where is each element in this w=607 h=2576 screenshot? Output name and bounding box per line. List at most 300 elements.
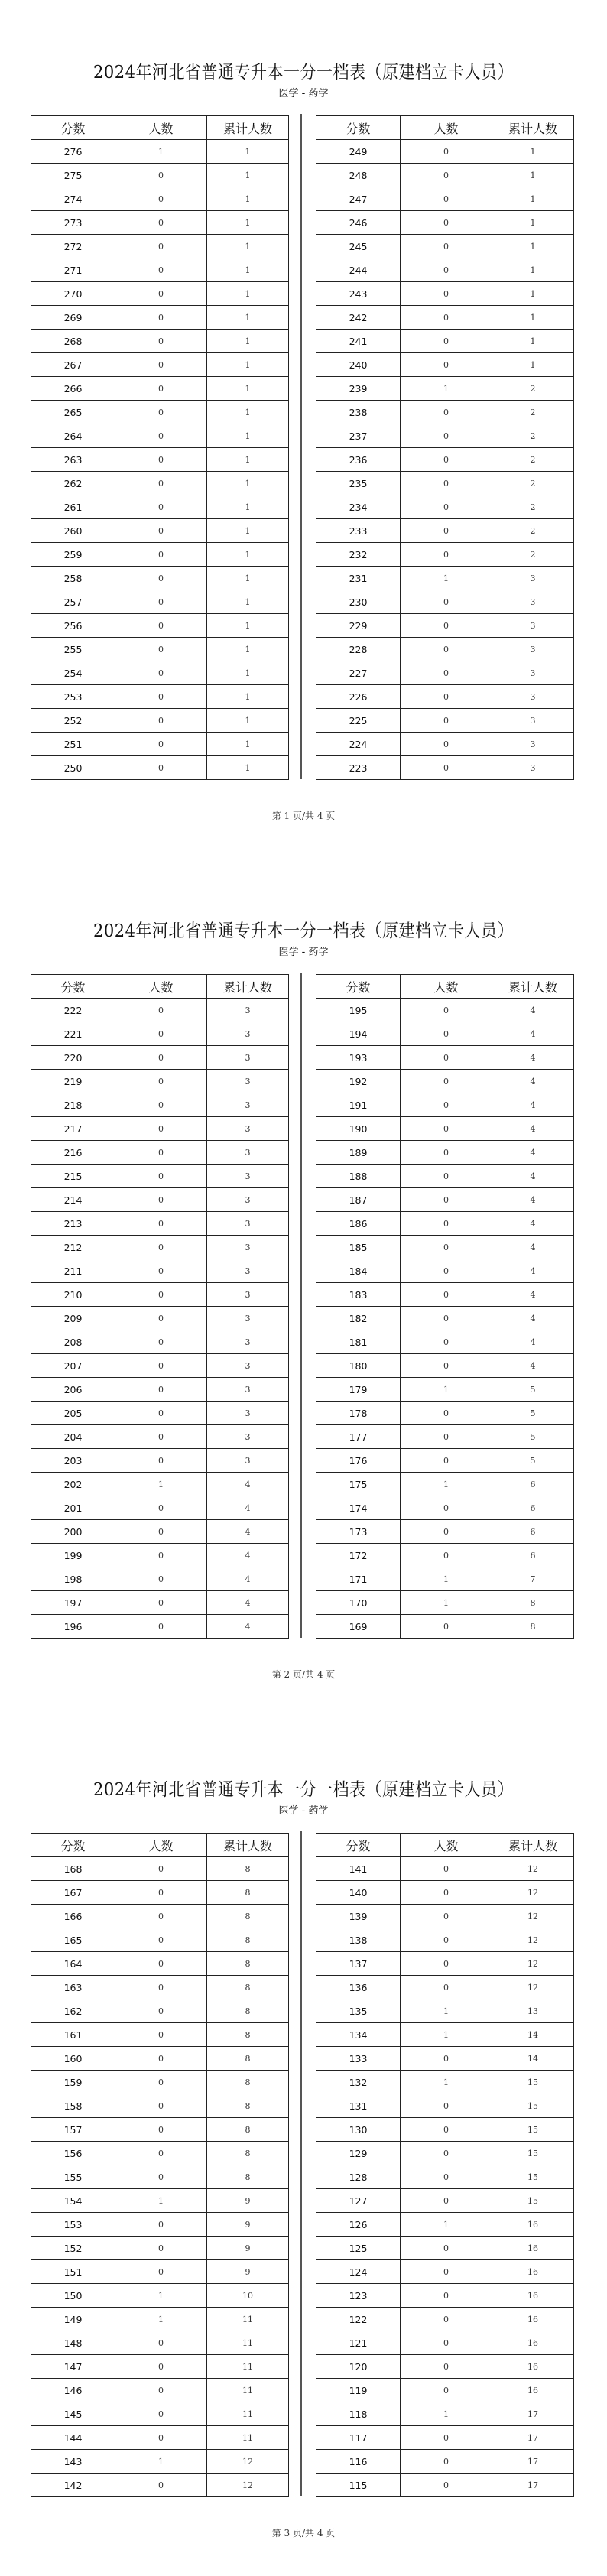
score-cell: 244	[316, 258, 401, 282]
cumulative-cell: 1	[207, 519, 289, 543]
cumulative-cell: 8	[207, 1857, 289, 1881]
table-row	[31, 661, 289, 685]
count-cell: 0	[401, 1952, 492, 1976]
table-row	[31, 1188, 289, 1212]
table-row	[316, 1905, 574, 1928]
table-row	[316, 353, 574, 377]
score-cell: 142	[31, 2474, 115, 2497]
score-cell: 262	[31, 472, 115, 495]
cumulative-cell: 10	[207, 2284, 289, 2308]
score-cell: 250	[31, 756, 115, 780]
header-score: 分数	[31, 975, 115, 999]
cumulative-cell: 16	[492, 2260, 574, 2284]
cumulative-cell: 1	[207, 401, 289, 424]
cumulative-cell: 5	[492, 1378, 574, 1402]
score-cell: 160	[31, 2047, 115, 2071]
count-cell: 1	[401, 2213, 492, 2237]
score-cell: 139	[316, 1905, 401, 1928]
count-cell: 0	[401, 1496, 492, 1520]
count-cell: 0	[115, 661, 207, 685]
count-cell: 0	[401, 211, 492, 235]
count-cell: 1	[401, 1567, 492, 1591]
cumulative-cell: 4	[207, 1520, 289, 1544]
header-score: 分数	[316, 975, 401, 999]
count-cell: 0	[115, 495, 207, 519]
cumulative-cell: 17	[492, 2402, 574, 2426]
score-cell: 200	[31, 1520, 115, 1544]
table-row	[31, 2213, 289, 2237]
table-row	[31, 1330, 289, 1354]
table-row	[31, 1857, 289, 1881]
count-cell: 0	[115, 2379, 207, 2402]
cumulative-cell: 3	[207, 1236, 289, 1259]
count-cell: 0	[401, 1881, 492, 1905]
score-cell: 145	[31, 2402, 115, 2426]
count-cell: 0	[401, 1141, 492, 1165]
count-cell: 0	[401, 1259, 492, 1283]
table-row	[316, 999, 574, 1022]
table-row	[316, 401, 574, 424]
cumulative-cell: 4	[492, 1117, 574, 1141]
table-row	[316, 1354, 574, 1378]
cumulative-cell: 8	[207, 2023, 289, 2047]
count-cell: 0	[401, 1905, 492, 1928]
cumulative-cell: 8	[207, 2142, 289, 2165]
score-cell: 185	[316, 1236, 401, 1259]
table-row	[316, 1259, 574, 1283]
table-row	[316, 424, 574, 448]
score-cell: 152	[31, 2237, 115, 2260]
score-cell: 189	[316, 1141, 401, 1165]
header-score: 分数	[31, 1834, 115, 1857]
count-cell: 0	[115, 519, 207, 543]
score-cell: 256	[31, 614, 115, 638]
count-cell: 0	[115, 1188, 207, 1212]
cumulative-cell: 6	[492, 1473, 574, 1496]
score-cell: 171	[316, 1567, 401, 1591]
cumulative-cell: 17	[492, 2474, 574, 2497]
count-cell: 0	[401, 2260, 492, 2284]
score-cell: 210	[31, 1283, 115, 1307]
header-count: 人数	[401, 975, 492, 999]
count-cell: 0	[115, 1881, 207, 1905]
table-row	[316, 614, 574, 638]
score-cell: 220	[31, 1046, 115, 1070]
score-cell: 222	[31, 999, 115, 1022]
column-divider	[300, 1831, 302, 2496]
cumulative-cell: 3	[207, 1402, 289, 1425]
count-cell: 0	[401, 519, 492, 543]
count-cell: 0	[115, 2023, 207, 2047]
score-cell: 153	[31, 2213, 115, 2237]
score-cell: 130	[316, 2118, 401, 2142]
cumulative-cell: 15	[492, 2189, 574, 2213]
cumulative-cell: 1	[207, 756, 289, 780]
cumulative-cell: 3	[207, 999, 289, 1022]
count-cell: 0	[115, 1425, 207, 1449]
score-cell: 126	[316, 2213, 401, 2237]
count-cell: 0	[401, 1165, 492, 1188]
table-row	[316, 1378, 574, 1402]
cumulative-cell: 1	[492, 258, 574, 282]
count-cell: 0	[115, 448, 207, 472]
table-row	[316, 377, 574, 401]
score-cell: 120	[316, 2355, 401, 2379]
page-subtitle: 医学 - 药学	[278, 947, 329, 958]
page-title: 2024年河北省普通专升本一分一档表（原建档立卡人员）	[93, 1779, 514, 1800]
score-cell: 205	[31, 1402, 115, 1425]
count-cell: 0	[115, 1567, 207, 1591]
table-row	[316, 567, 574, 590]
table-row	[31, 235, 289, 258]
cumulative-cell: 6	[492, 1496, 574, 1520]
count-cell: 0	[401, 235, 492, 258]
table-row	[316, 685, 574, 709]
table-row	[31, 2023, 289, 2047]
table-row	[31, 1544, 289, 1567]
cumulative-cell: 3	[492, 567, 574, 590]
count-cell: 0	[115, 1952, 207, 1976]
cumulative-cell: 3	[207, 1330, 289, 1354]
table-row	[31, 306, 289, 330]
table-row	[31, 2450, 289, 2474]
count-cell: 0	[115, 282, 207, 306]
score-cell: 196	[31, 1615, 115, 1639]
score-cell: 209	[31, 1307, 115, 1330]
cumulative-cell: 8	[492, 1615, 574, 1639]
table-row	[316, 1567, 574, 1591]
count-cell: 0	[115, 685, 207, 709]
count-cell: 0	[115, 2355, 207, 2379]
table-row	[316, 1615, 574, 1639]
count-cell: 0	[401, 1615, 492, 1639]
count-cell: 0	[401, 2094, 492, 2118]
table-row	[31, 1473, 289, 1496]
score-cell: 178	[316, 1402, 401, 1425]
table-row	[31, 2474, 289, 2497]
count-cell: 1	[401, 2023, 492, 2047]
table-row	[31, 2237, 289, 2260]
table-row	[316, 1070, 574, 1093]
score-cell: 219	[31, 1070, 115, 1093]
cumulative-cell: 4	[207, 1544, 289, 1567]
cumulative-cell: 4	[207, 1496, 289, 1520]
cumulative-cell: 14	[492, 2047, 574, 2071]
table-row	[31, 1070, 289, 1093]
score-cell: 166	[31, 1905, 115, 1928]
table-row	[316, 2023, 574, 2047]
cumulative-cell: 16	[492, 2308, 574, 2331]
count-cell: 0	[401, 1283, 492, 1307]
score-cell: 117	[316, 2426, 401, 2450]
table-row	[31, 614, 289, 638]
count-cell: 0	[115, 258, 207, 282]
score-cell: 155	[31, 2165, 115, 2189]
count-cell: 0	[401, 2331, 492, 2355]
cumulative-cell: 4	[492, 1354, 574, 1378]
cumulative-cell: 13	[492, 1999, 574, 2023]
count-cell: 1	[401, 1999, 492, 2023]
score-cell: 192	[316, 1070, 401, 1093]
count-cell: 0	[115, 330, 207, 353]
score-cell: 122	[316, 2308, 401, 2331]
cumulative-cell: 1	[207, 306, 289, 330]
cumulative-cell: 3	[492, 733, 574, 756]
cumulative-cell: 4	[207, 1473, 289, 1496]
score-cell: 138	[316, 1928, 401, 1952]
cumulative-cell: 3	[207, 1283, 289, 1307]
page-subtitle: 医学 - 药学	[278, 88, 329, 99]
header-cumulative: 累计人数	[492, 975, 574, 999]
table-row	[316, 282, 574, 306]
table-row	[316, 1449, 574, 1473]
table-row	[316, 638, 574, 661]
cumulative-cell: 15	[492, 2071, 574, 2094]
header-cumulative: 累计人数	[207, 116, 289, 140]
count-cell: 0	[401, 1070, 492, 1093]
header-count: 人数	[401, 1834, 492, 1857]
score-cell: 121	[316, 2331, 401, 2355]
cumulative-cell: 8	[207, 2118, 289, 2142]
cumulative-cell: 1	[207, 140, 289, 164]
count-cell: 0	[115, 472, 207, 495]
table-header-row	[31, 116, 289, 140]
table-row	[31, 999, 289, 1022]
table-row	[316, 2355, 574, 2379]
table-row	[31, 1520, 289, 1544]
score-cell: 212	[31, 1236, 115, 1259]
table-row	[316, 235, 574, 258]
score-cell: 162	[31, 1999, 115, 2023]
cumulative-cell: 4	[492, 999, 574, 1022]
count-cell: 0	[115, 401, 207, 424]
page-3	[0, 1717, 607, 2576]
score-cell: 170	[316, 1591, 401, 1615]
cumulative-cell: 4	[492, 1307, 574, 1330]
score-cell: 161	[31, 2023, 115, 2047]
count-cell: 0	[115, 1999, 207, 2023]
table-row	[31, 164, 289, 187]
table-row	[316, 1999, 574, 2023]
score-cell: 243	[316, 282, 401, 306]
table-row	[31, 448, 289, 472]
table-row	[316, 2142, 574, 2165]
count-cell: 0	[115, 1449, 207, 1473]
table-row	[31, 1093, 289, 1117]
count-cell: 0	[115, 424, 207, 448]
header-score: 分数	[316, 1834, 401, 1857]
cumulative-cell: 3	[207, 1188, 289, 1212]
count-cell: 0	[401, 756, 492, 780]
table-row	[31, 2379, 289, 2402]
count-cell: 0	[401, 2165, 492, 2189]
table-row	[31, 1449, 289, 1473]
cumulative-cell: 11	[207, 2426, 289, 2450]
table-row	[31, 2118, 289, 2142]
score-cell: 123	[316, 2284, 401, 2308]
count-cell: 0	[115, 1307, 207, 1330]
table-row	[316, 1046, 574, 1070]
score-cell: 249	[316, 140, 401, 164]
table-row	[31, 353, 289, 377]
cumulative-cell: 1	[492, 140, 574, 164]
score-cell: 223	[316, 756, 401, 780]
table-row	[31, 1022, 289, 1046]
cumulative-cell: 9	[207, 2237, 289, 2260]
cumulative-cell: 8	[207, 2094, 289, 2118]
table-row	[316, 1093, 574, 1117]
score-cell: 202	[31, 1473, 115, 1496]
count-cell: 1	[115, 2189, 207, 2213]
score-cell: 176	[316, 1449, 401, 1473]
score-cell: 206	[31, 1378, 115, 1402]
count-cell: 0	[115, 2331, 207, 2355]
header-cumulative: 累计人数	[492, 1834, 574, 1857]
cumulative-cell: 15	[492, 2165, 574, 2189]
count-cell: 0	[115, 1236, 207, 1259]
cumulative-cell: 16	[492, 2379, 574, 2402]
cumulative-cell: 3	[207, 1117, 289, 1141]
header-score: 分数	[316, 116, 401, 140]
count-cell: 0	[115, 590, 207, 614]
table-row	[31, 2071, 289, 2094]
cumulative-cell: 1	[207, 472, 289, 495]
cumulative-cell: 4	[492, 1212, 574, 1236]
score-cell: 241	[316, 330, 401, 353]
count-cell: 0	[115, 1117, 207, 1141]
score-cell: 131	[316, 2094, 401, 2118]
cumulative-cell: 12	[492, 1881, 574, 1905]
table-row	[316, 661, 574, 685]
count-cell: 0	[115, 1378, 207, 1402]
count-cell: 1	[115, 2450, 207, 2474]
count-cell: 0	[115, 1259, 207, 1283]
table-row	[31, 2094, 289, 2118]
cumulative-cell: 1	[207, 258, 289, 282]
header-score: 分数	[31, 116, 115, 140]
score-cell: 151	[31, 2260, 115, 2284]
score-cell: 215	[31, 1165, 115, 1188]
cumulative-cell: 1	[207, 330, 289, 353]
count-cell: 0	[115, 1141, 207, 1165]
table-row	[316, 2213, 574, 2237]
count-cell: 0	[115, 2094, 207, 2118]
score-cell: 218	[31, 1093, 115, 1117]
score-cell: 201	[31, 1496, 115, 1520]
score-cell: 263	[31, 448, 115, 472]
cumulative-cell: 1	[207, 614, 289, 638]
score-cell: 146	[31, 2379, 115, 2402]
table-row	[316, 2260, 574, 2284]
table-row	[31, 1496, 289, 1520]
count-cell: 0	[115, 1093, 207, 1117]
cumulative-cell: 1	[207, 495, 289, 519]
count-cell: 1	[115, 2308, 207, 2331]
cumulative-cell: 15	[492, 2142, 574, 2165]
count-cell: 1	[115, 1473, 207, 1496]
score-cell: 124	[316, 2260, 401, 2284]
cumulative-cell: 2	[492, 448, 574, 472]
table-row	[316, 211, 574, 235]
table-row	[31, 1283, 289, 1307]
table-row	[316, 1520, 574, 1544]
count-cell: 0	[401, 999, 492, 1022]
count-cell: 0	[115, 353, 207, 377]
cumulative-cell: 16	[492, 2213, 574, 2237]
table-row	[316, 2189, 574, 2213]
table-row	[316, 1952, 574, 1976]
score-table-left	[31, 974, 289, 1639]
table-row	[31, 1046, 289, 1070]
score-cell: 270	[31, 282, 115, 306]
score-cell: 226	[316, 685, 401, 709]
cumulative-cell: 8	[207, 2071, 289, 2094]
table-header-row	[316, 116, 574, 140]
score-cell: 179	[316, 1378, 401, 1402]
score-cell: 245	[316, 235, 401, 258]
table-row	[316, 2284, 574, 2308]
cumulative-cell: 2	[492, 519, 574, 543]
cumulative-cell: 4	[492, 1046, 574, 1070]
score-cell: 268	[31, 330, 115, 353]
score-cell: 214	[31, 1188, 115, 1212]
header-count: 人数	[115, 975, 207, 999]
score-cell: 235	[316, 472, 401, 495]
count-cell: 0	[401, 1212, 492, 1236]
cumulative-cell: 3	[492, 638, 574, 661]
score-cell: 193	[316, 1046, 401, 1070]
count-cell: 0	[115, 2071, 207, 2094]
count-cell: 0	[401, 353, 492, 377]
count-cell: 0	[115, 2213, 207, 2237]
table-row	[31, 140, 289, 164]
cumulative-cell: 8	[492, 1591, 574, 1615]
score-cell: 269	[31, 306, 115, 330]
count-cell: 0	[401, 1236, 492, 1259]
score-cell: 173	[316, 1520, 401, 1544]
score-cell: 183	[316, 1283, 401, 1307]
count-cell: 0	[401, 1188, 492, 1212]
cumulative-cell: 11	[207, 2402, 289, 2426]
table-row	[316, 1022, 574, 1046]
count-cell: 0	[115, 1976, 207, 1999]
table-row	[31, 2260, 289, 2284]
cumulative-cell: 4	[207, 1567, 289, 1591]
count-cell: 0	[115, 2047, 207, 2071]
cumulative-cell: 4	[207, 1591, 289, 1615]
score-cell: 147	[31, 2355, 115, 2379]
count-cell: 0	[401, 1093, 492, 1117]
count-cell: 0	[401, 472, 492, 495]
table-row	[31, 1141, 289, 1165]
header-cumulative: 累计人数	[492, 116, 574, 140]
cumulative-cell: 9	[207, 2213, 289, 2237]
table-row	[31, 519, 289, 543]
cumulative-cell: 5	[492, 1402, 574, 1425]
score-cell: 118	[316, 2402, 401, 2426]
cumulative-cell: 8	[207, 2047, 289, 2071]
column-divider	[300, 114, 302, 779]
score-cell: 246	[316, 211, 401, 235]
column-divider	[300, 973, 302, 1638]
count-cell: 0	[115, 2426, 207, 2450]
count-cell: 0	[401, 282, 492, 306]
score-cell: 258	[31, 567, 115, 590]
score-cell: 259	[31, 543, 115, 567]
score-table-left	[31, 1833, 289, 2497]
table-row	[316, 1212, 574, 1236]
score-cell: 257	[31, 590, 115, 614]
